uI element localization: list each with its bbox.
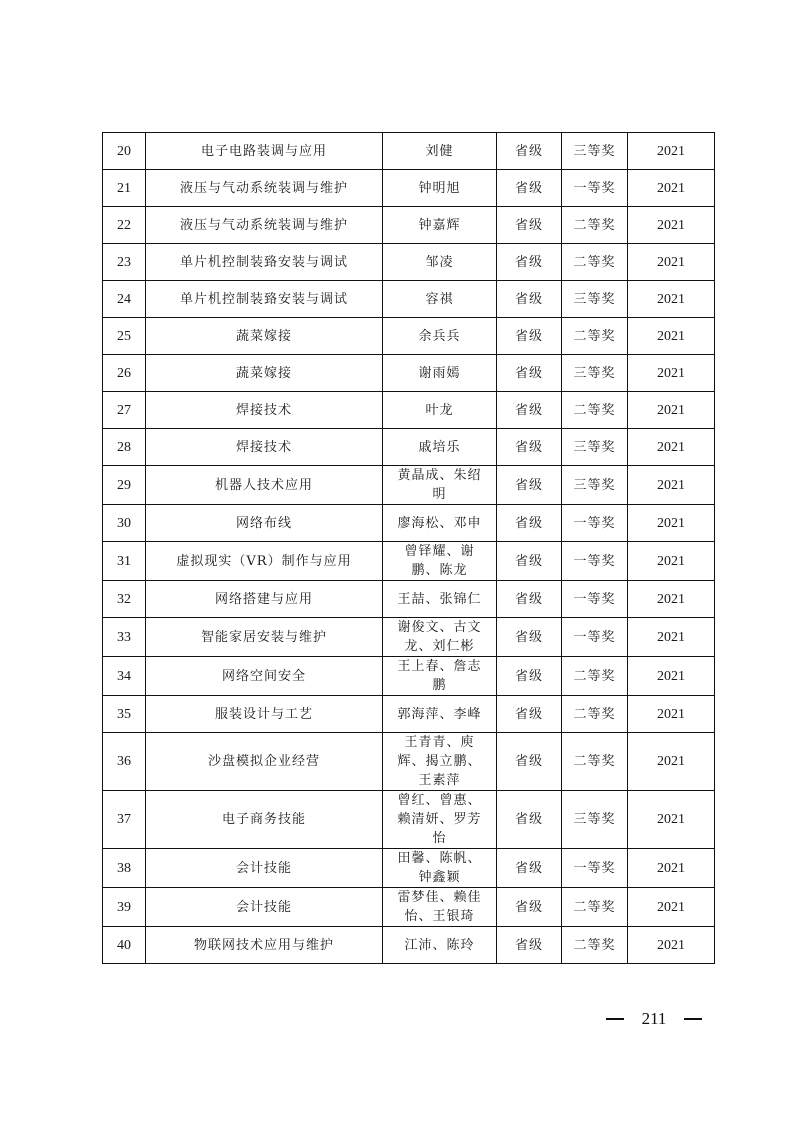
year-cell: 2021 <box>628 733 715 791</box>
winner-names-cell: 容祺 <box>383 281 497 318</box>
level-cell: 省级 <box>497 318 562 355</box>
winner-names-cell: 田馨、陈帆、钟鑫颖 <box>383 849 497 888</box>
year-cell: 2021 <box>628 927 715 964</box>
level-cell: 省级 <box>497 542 562 581</box>
row-number-cell: 32 <box>103 581 146 618</box>
table-row <box>103 466 715 505</box>
table-row <box>103 429 715 466</box>
winner-names-cell: 雷梦佳、赖佳怡、王银琦 <box>383 888 497 927</box>
level-cell: 省级 <box>497 888 562 927</box>
project-cell: 会计技能 <box>146 888 383 927</box>
project-cell: 服装设计与工艺 <box>146 696 383 733</box>
level-cell: 省级 <box>497 244 562 281</box>
project-cell: 蔬菜嫁接 <box>146 318 383 355</box>
winner-names-cell: 谢俊文、古文龙、刘仁彬 <box>383 618 497 657</box>
winner-names-cell: 曾铎耀、谢鹏、陈龙 <box>383 542 497 581</box>
row-number-cell: 24 <box>103 281 146 318</box>
project-cell: 单片机控制装臵安装与调试 <box>146 244 383 281</box>
table-row <box>103 133 715 170</box>
level-cell: 省级 <box>497 733 562 791</box>
table-row <box>103 355 715 392</box>
year-cell: 2021 <box>628 505 715 542</box>
table-row <box>103 696 715 733</box>
level-cell: 省级 <box>497 618 562 657</box>
table-row <box>103 318 715 355</box>
table-row <box>103 505 715 542</box>
table-row <box>103 618 715 657</box>
award-cell: 二等奖 <box>562 244 628 281</box>
winner-names-cell: 叶龙 <box>383 392 497 429</box>
level-cell: 省级 <box>497 170 562 207</box>
project-cell: 网络布线 <box>146 505 383 542</box>
project-cell: 单片机控制装臵安装与调试 <box>146 281 383 318</box>
row-number-cell: 34 <box>103 657 146 696</box>
level-cell: 省级 <box>497 849 562 888</box>
project-cell: 机器人技术应用 <box>146 466 383 505</box>
winner-names-cell: 钟嘉辉 <box>383 207 497 244</box>
award-cell: 三等奖 <box>562 429 628 466</box>
row-number-cell: 38 <box>103 849 146 888</box>
table-row <box>103 733 715 791</box>
project-cell: 网络搭建与应用 <box>146 581 383 618</box>
table-row <box>103 849 715 888</box>
year-cell: 2021 <box>628 207 715 244</box>
project-cell: 电子商务技能 <box>146 791 383 849</box>
winner-names-cell: 余兵兵 <box>383 318 497 355</box>
project-cell: 焊接技术 <box>146 392 383 429</box>
project-cell: 液压与气动系统装调与维护 <box>146 170 383 207</box>
table-row <box>103 581 715 618</box>
award-cell: 二等奖 <box>562 392 628 429</box>
left-dash <box>606 1018 624 1020</box>
award-cell: 一等奖 <box>562 542 628 581</box>
level-cell: 省级 <box>497 207 562 244</box>
winner-names-cell: 邹凌 <box>383 244 497 281</box>
row-number-cell: 28 <box>103 429 146 466</box>
project-cell: 蔬菜嫁接 <box>146 355 383 392</box>
project-cell: 焊接技术 <box>146 429 383 466</box>
project-cell: 液压与气动系统装调与维护 <box>146 207 383 244</box>
award-cell: 一等奖 <box>562 849 628 888</box>
award-cell: 一等奖 <box>562 170 628 207</box>
row-number-cell: 25 <box>103 318 146 355</box>
year-cell: 2021 <box>628 392 715 429</box>
level-cell: 省级 <box>497 505 562 542</box>
award-cell: 三等奖 <box>562 133 628 170</box>
award-cell: 三等奖 <box>562 281 628 318</box>
year-cell: 2021 <box>628 618 715 657</box>
row-number-cell: 21 <box>103 170 146 207</box>
year-cell: 2021 <box>628 318 715 355</box>
award-cell: 二等奖 <box>562 733 628 791</box>
awards-table <box>102 132 715 964</box>
award-cell: 二等奖 <box>562 657 628 696</box>
level-cell: 省级 <box>497 791 562 849</box>
table-row <box>103 170 715 207</box>
year-cell: 2021 <box>628 581 715 618</box>
level-cell: 省级 <box>497 581 562 618</box>
level-cell: 省级 <box>497 281 562 318</box>
level-cell: 省级 <box>497 927 562 964</box>
winner-names-cell: 王喆、张锦仁 <box>383 581 497 618</box>
row-number-cell: 36 <box>103 733 146 791</box>
award-cell: 二等奖 <box>562 888 628 927</box>
table-row <box>103 927 715 964</box>
table-row <box>103 791 715 849</box>
year-cell: 2021 <box>628 281 715 318</box>
level-cell: 省级 <box>497 696 562 733</box>
row-number-cell: 22 <box>103 207 146 244</box>
year-cell: 2021 <box>628 849 715 888</box>
row-number-cell: 31 <box>103 542 146 581</box>
year-cell: 2021 <box>628 696 715 733</box>
year-cell: 2021 <box>628 657 715 696</box>
award-cell: 三等奖 <box>562 466 628 505</box>
table-row <box>103 657 715 696</box>
row-number-cell: 39 <box>103 888 146 927</box>
table-row <box>103 542 715 581</box>
year-cell: 2021 <box>628 244 715 281</box>
winner-names-cell: 郭海萍、李峰 <box>383 696 497 733</box>
award-cell: 一等奖 <box>562 618 628 657</box>
year-cell: 2021 <box>628 355 715 392</box>
row-number-cell: 23 <box>103 244 146 281</box>
project-cell: 电子电路装调与应用 <box>146 133 383 170</box>
award-cell: 二等奖 <box>562 318 628 355</box>
award-cell: 一等奖 <box>562 505 628 542</box>
row-number-cell: 27 <box>103 392 146 429</box>
level-cell: 省级 <box>497 355 562 392</box>
year-cell: 2021 <box>628 542 715 581</box>
row-number-cell: 33 <box>103 618 146 657</box>
award-cell: 二等奖 <box>562 696 628 733</box>
year-cell: 2021 <box>628 429 715 466</box>
project-cell: 智能家居安装与维护 <box>146 618 383 657</box>
awards-table-body <box>103 133 715 964</box>
level-cell: 省级 <box>497 466 562 505</box>
page-number <box>606 1007 702 1031</box>
winner-names-cell: 王上春、詹志鹏 <box>383 657 497 696</box>
award-cell: 二等奖 <box>562 207 628 244</box>
table-row <box>103 207 715 244</box>
row-number-cell: 20 <box>103 133 146 170</box>
year-cell: 2021 <box>628 170 715 207</box>
year-cell: 2021 <box>628 791 715 849</box>
level-cell: 省级 <box>497 133 562 170</box>
project-cell: 会计技能 <box>146 849 383 888</box>
award-cell: 三等奖 <box>562 355 628 392</box>
row-number-cell: 26 <box>103 355 146 392</box>
winner-names-cell: 廖海松、邓申 <box>383 505 497 542</box>
winner-names-cell: 戚培乐 <box>383 429 497 466</box>
table-row <box>103 392 715 429</box>
winner-names-cell: 谢雨嫣 <box>383 355 497 392</box>
year-cell: 2021 <box>628 466 715 505</box>
row-number-cell: 40 <box>103 927 146 964</box>
level-cell: 省级 <box>497 657 562 696</box>
winner-names-cell: 江沛、陈玲 <box>383 927 497 964</box>
row-number-cell: 29 <box>103 466 146 505</box>
award-cell: 一等奖 <box>562 581 628 618</box>
table-row <box>103 281 715 318</box>
winner-names-cell: 刘健 <box>383 133 497 170</box>
row-number-cell: 37 <box>103 791 146 849</box>
level-cell: 省级 <box>497 429 562 466</box>
award-cell: 二等奖 <box>562 927 628 964</box>
project-cell: 物联网技术应用与维护 <box>146 927 383 964</box>
page-number-value: 211 <box>641 1009 667 1028</box>
winner-names-cell: 钟明旭 <box>383 170 497 207</box>
level-cell: 省级 <box>497 392 562 429</box>
year-cell: 2021 <box>628 133 715 170</box>
table-row <box>103 888 715 927</box>
winner-names-cell: 曾红、曾惠、赖清妍、罗芳怡 <box>383 791 497 849</box>
row-number-cell: 30 <box>103 505 146 542</box>
right-dash <box>684 1018 702 1020</box>
year-cell: 2021 <box>628 888 715 927</box>
project-cell: 网络空间安全 <box>146 657 383 696</box>
winner-names-cell: 王青青、庾辉、揭立鹏、王素萍 <box>383 733 497 791</box>
row-number-cell: 35 <box>103 696 146 733</box>
award-cell: 三等奖 <box>562 791 628 849</box>
winner-names-cell: 黄晶成、朱绍明 <box>383 466 497 505</box>
table-row <box>103 244 715 281</box>
project-cell: 沙盘模拟企业经营 <box>146 733 383 791</box>
project-cell: 虚拟现实（VR）制作与应用 <box>146 542 383 581</box>
